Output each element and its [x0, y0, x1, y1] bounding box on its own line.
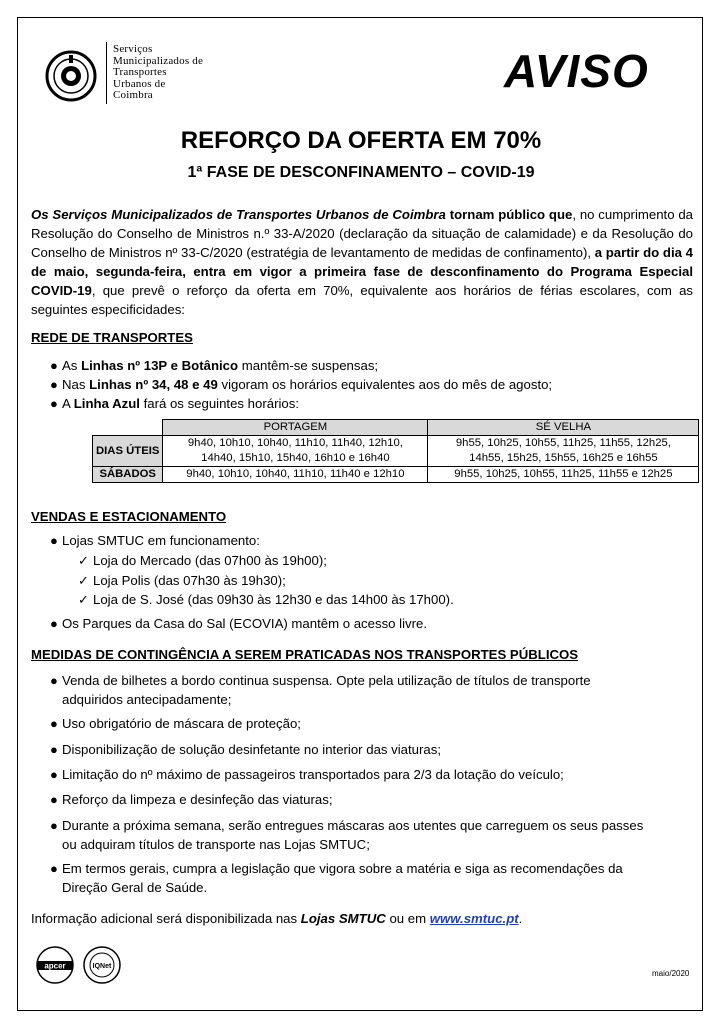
apcer-certification-logo	[30, 945, 80, 985]
schedule-cell: 9h55, 10h25, 10h55, 11h25, 11h55, 12h25, 14h55, 15h25, 15h55, 16h25 e 16h55	[428, 436, 699, 467]
website-link[interactable]: www.smtuc.pt	[429, 911, 519, 926]
org-name	[113, 44, 203, 102]
bullet-icon: ●	[50, 358, 58, 373]
bullet-icon: ●	[50, 792, 58, 807]
bullet-icon: ●	[50, 742, 58, 757]
bullet-icon: ●	[50, 533, 58, 548]
intro-paragraph	[31, 205, 693, 319]
document-date: maio/2020	[652, 969, 690, 978]
smtuc-logo	[45, 50, 97, 102]
intro-p3: a partir do dia 4 de maio, segunda-feira, entra em vigor a primeira fase de desconfinamento do Programa Especial COVID-19	[31, 245, 693, 298]
footer-lojas: Lojas SMTUC	[300, 911, 386, 926]
org-line: Serviços	[113, 43, 153, 55]
bullet-icon: ●	[50, 396, 58, 411]
org-line: Coimbra	[113, 89, 153, 101]
intro-p4: , que prevê o reforço da oferta em 70%, equivalente aos horários de férias escolares, com as seguintes especificidades:	[31, 283, 693, 317]
schedule-cell: 9h40, 10h10, 10h40, 11h10, 11h40, 12h10, 14h40, 15h10, 15h40, 16h10 e 16h40	[163, 436, 428, 467]
intro-subject: Os Serviços Municipalizados de Transportes Urbanos de Coimbra	[31, 207, 446, 222]
bullet-icon: ●	[50, 861, 58, 876]
org-line: Transportes	[113, 66, 167, 78]
notice-heading: AVISO	[504, 45, 649, 97]
schedule-header-se-velha: SÉ VELHA	[428, 420, 699, 436]
org-line: Municipalizados de	[113, 54, 204, 67]
intro-p1: tornam público que	[445, 207, 573, 222]
header-divider	[106, 42, 107, 104]
check-icon: ✓	[78, 553, 89, 568]
bullet-icon: ●	[50, 377, 58, 392]
svg-text:IQNet: IQNet	[92, 963, 112, 970]
page-title: REFORÇO DA OFERTA EM 70%	[180, 127, 542, 154]
bullet-icon: ●	[50, 716, 58, 731]
svg-text:apcer: apcer	[44, 961, 66, 971]
footer-info: Informação adicional será disponibilizada nas Lojas SMTUC ou em www.smtuc.pt.	[31, 911, 523, 926]
section-medidas: MEDIDAS DE CONTINGÊNCIA A SEREM PRATICADAS NOS TRANSPORTES PÚBLICOS	[31, 647, 579, 662]
section-vendas: VENDAS E ESTACIONAMENTO	[31, 509, 227, 524]
schedule-cell: 9h55, 10h25, 10h55, 11h25, 11h55 e 12h25	[428, 467, 699, 483]
section-rede: REDE DE TRANSPORTES	[31, 330, 193, 345]
schedule-cell: 9h40, 10h10, 10h40, 11h10, 11h40 e 12h10	[163, 467, 428, 483]
schedule-row-label: SÁBADOS	[93, 467, 163, 483]
bullet-icon: ●	[50, 818, 58, 833]
bullet-icon: ●	[50, 767, 58, 782]
intro-p2: , no cumprimento da Resolução do Conselho de Ministros n.º 33-A/2020 (declaração da situação de calamidade) e da Resolução do Conselho de Ministros nº 33-C/2020 (estratégia de levantamento de medidas de confinamento),	[31, 207, 694, 260]
check-icon: ✓	[78, 592, 89, 607]
schedule-header-portagem: PORTAGEM	[163, 420, 428, 436]
schedule-table	[92, 419, 699, 483]
org-line: Urbanos de	[113, 77, 166, 90]
iqnet-certification-logo	[82, 945, 122, 985]
bullet-icon: ●	[50, 616, 58, 631]
bullet-icon: ●	[50, 673, 58, 688]
page-subtitle: 1ª FASE DE DESCONFINAMENTO – COVID-19	[187, 164, 535, 181]
check-icon: ✓	[78, 573, 89, 588]
schedule-row-label: DIAS ÚTEIS	[93, 436, 163, 467]
